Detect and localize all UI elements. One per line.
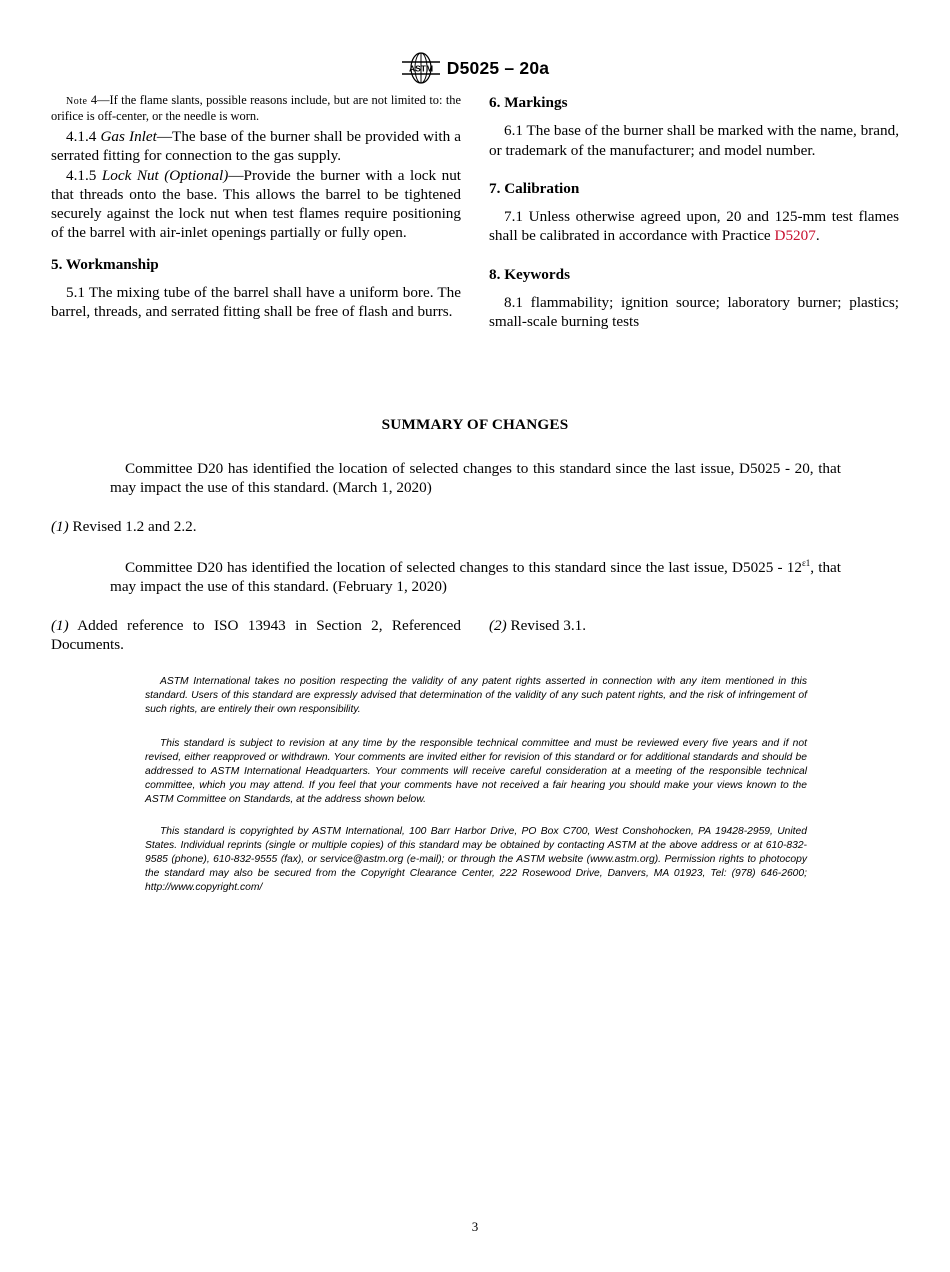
paragraph-8-1: 8.1 flammability; ignition source; laboratory burner; plastics; small-scale burning tests: [489, 294, 899, 331]
paragraph-5-1: 5.1 The mixing tube of the barrel shall have a uniform bore. The barrel, threads, and serrated fitting shall be free of flash and burrs.: [51, 284, 461, 321]
copyright-notice: [145, 825, 807, 895]
note-label: Note: [66, 96, 88, 107]
section-7-heading: 7. Calibration: [489, 179, 580, 197]
section-5-heading: 5. Workmanship: [51, 255, 159, 273]
summary-intro-2: [110, 558, 841, 597]
left-column: [51, 93, 461, 322]
summary-item-2a: [51, 616, 461, 655]
section-6-heading: 6. Markings: [489, 94, 568, 111]
paragraph-6-1: 6.1 The base of the burner shall be marked with the name, brand, or trademark of the manufacturer; and model number.: [489, 122, 899, 159]
summary-item-2b: [489, 616, 586, 635]
page-header: [0, 50, 950, 86]
item-number: (2): [489, 617, 507, 634]
summary-of-changes-title: SUMMARY OF CHANGES: [381, 416, 569, 433]
intro-text: Committee D20 has identified the location of selected changes to this standard since the last issue, D5025 - 12: [125, 559, 802, 576]
paragraph-end: .: [815, 227, 820, 245]
paragraph-title: Lock Nut (Optional): [101, 166, 229, 184]
d5207-reference-link[interactable]: D5207: [774, 227, 816, 245]
item-text: Revised 3.1.: [506, 617, 587, 634]
paragraph-number: 4.1.4: [66, 128, 101, 145]
paragraph-7-1: [489, 207, 899, 246]
summary-intro-1: [110, 459, 841, 498]
revision-notice-text: This standard is subject to revision at any time by the responsible technical committee and must be reviewed every five years and if not revised, either reapproved or withdrawn. Your comments are invited either for revision of this standard or for additional standards and should be addressed to ASTM International Headquarters. Your comments will receive careful consideration at a meeting of the responsible technical committee, which you may attend. If you feel that your comments have not received a fair hearing you should make your views known to the ASTM Committee on Standards, at the address shown below.: [145, 738, 807, 805]
section-8-heading: 8. Keywords: [489, 265, 570, 283]
item-text: Revised 1.2 and 2.2.: [68, 518, 197, 535]
paragraph-text: —The base of the burner shall be provided with a serrated fitting for connection to the gas supply.: [51, 128, 461, 165]
paragraph-number: 4.1.5: [66, 166, 102, 184]
patent-notice: [145, 675, 807, 717]
paragraph-title: Gas Inlet: [100, 128, 157, 145]
note-4: [51, 93, 461, 124]
summary-intro-2-text: [110, 558, 841, 597]
epsilon-superscript: ε1: [801, 557, 811, 568]
paragraph-4-1-5: [51, 166, 461, 243]
paragraph-text: —Provide the burner with a lock nut that threads onto the base. This allows the barrel to be tightened securely against the lock nut when test flames require positioning of the barrel with air-inlet openings partially or fully open.: [51, 166, 462, 242]
revision-notice: [145, 737, 807, 807]
patent-notice-text: ASTM International takes no position respecting the validity of any patent rights asserted in connection with any item mentioned in this standard. Users of this standard are expressly advised that determination of the validity of any such patent rights, and the risk of infringement of such rights, are entirely their own responsibility.: [145, 676, 807, 715]
summary-item-2a-text: [51, 616, 461, 655]
summary-item-1: [51, 517, 197, 536]
astm-logo-icon: [401, 51, 441, 85]
copyright-notice-text: This standard is copyrighted by ASTM International, 100 Barr Harbor Drive, PO Box C700, West Conshohocken, PA 19428-2959, United States. Individual reprints (single or multiple copies) of this standard may be obtained by contacting ASTM at the above address or at 610-832-9585 (phone), 610-832-9555 (fax), or service@astm.org (e-mail); or through the ASTM website (www.astm.org). Permission rights to photocopy the standard may also be secured from the Copyright Clearance Center, 222 Rosewood Drive, Danvers, MA 01923, Tel: (978) 646-2600; http://www.copyright.com/: [145, 826, 807, 893]
item-number: (1): [51, 617, 69, 634]
intro-text-end: , that may impact the use of this standard. (February 1, 2020): [110, 559, 841, 596]
paragraph-text: 7.1 Unless otherwise agreed upon, 20 and 125-mm test flames shall be calibrated in accordance with Practice: [489, 208, 899, 245]
note-text: 4—If the flame slants, possible reasons include, but are not limited to: the orifice is off-center, or the needle is worn.: [51, 93, 461, 123]
page-number: 3: [471, 1219, 479, 1234]
summary-intro-1-text: Committee D20 has identified the location of selected changes to this standard since the last issue, D5025 - 20, that may impact the use of this standard. (March 1, 2020): [110, 460, 841, 497]
right-column: [489, 93, 899, 332]
paragraph-4-1-4: [51, 127, 461, 166]
svg-text:ASTM: ASTM: [408, 63, 433, 74]
document-designation: D5025 – 20a: [446, 57, 550, 78]
item-text: Added reference to ISO 13943 in Section 2, Referenced Documents.: [51, 617, 461, 654]
item-number: (1): [51, 518, 69, 535]
